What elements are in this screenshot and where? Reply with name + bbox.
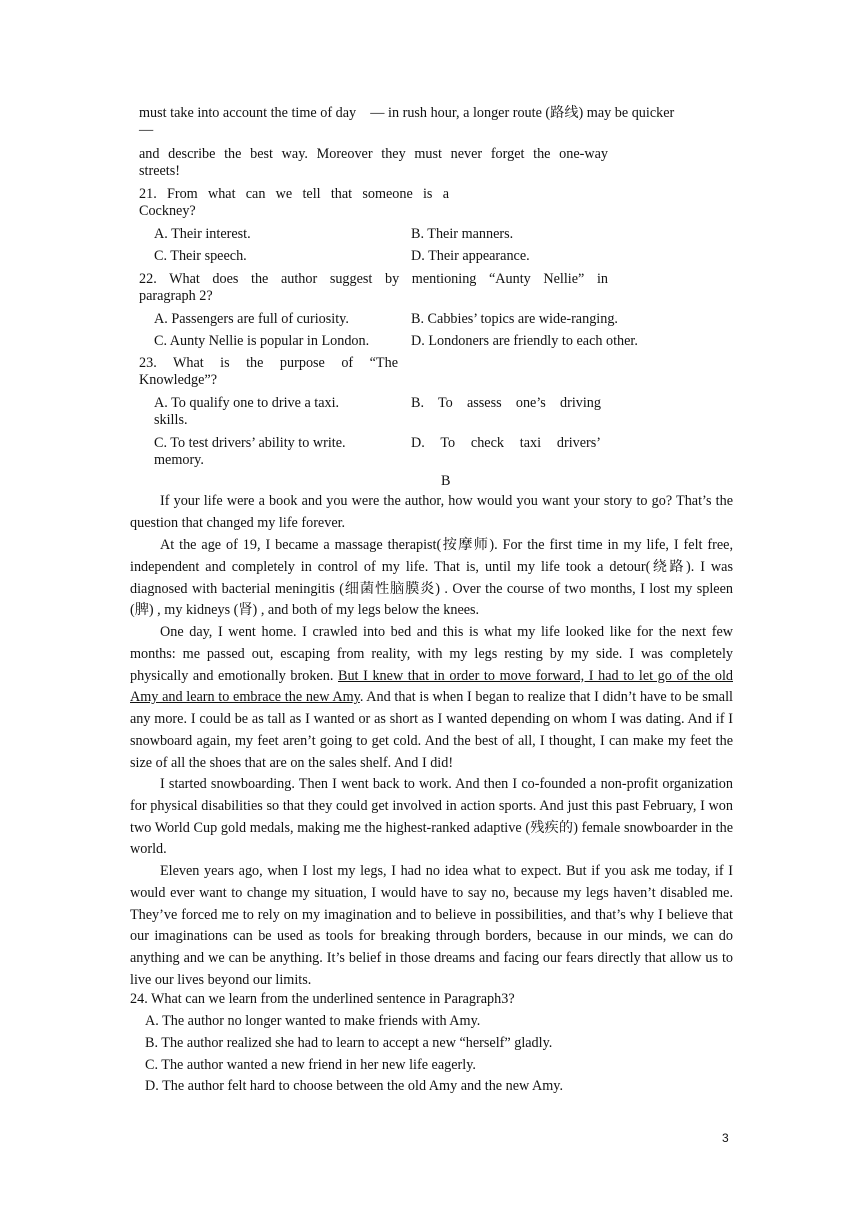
question-21-option-d: D. Their appearance. [411, 248, 530, 264]
question-23-option-d: D. To check taxi drivers’ [411, 435, 601, 451]
question-22-stem: 22. What does the author suggest by mentioning “Aunty Nellie” in [139, 271, 608, 287]
question-23-option-b-cont: skills. [154, 412, 188, 428]
question-23-option-a: A. To qualify one to drive a taxi. [154, 395, 340, 411]
question-23-option-d-cont: memory. [154, 452, 204, 468]
continuation-line-2: and describe the best way. Moreover they must never forget the one-way [139, 146, 608, 162]
passage-paragraph-5: Eleven years ago, when I lost my legs, I had no idea what to expect. But if you ask me today, if I would ever want to change my situation, I would have to say no, because my legs haven’t disabled me. They’ve forced me to rely on my imagination and to believe in possibilities, and that’s why I believe that our imaginations can be used as tools for breaking through borders, because in our minds, we can do anything and we can be anything. It’s belief in those dreams and facing our fears directly that allow us to live our lives beyond our limits. [130, 863, 733, 988]
question-21-stem-cont: Cockney? [139, 203, 196, 219]
passage-paragraph-4: I started snowboarding. Then I went back to work. And then I co-founded a non-profit organization for physical disabilities so that they could get involved in action sports. And just this past February, I won two World Cup gold medals, making me the highest-ranked adaptive (残疾的) female snowboarder in the world. [130, 776, 733, 858]
question-23-stem-cont: Knowledge”? [139, 372, 217, 388]
question-24-option-d: D. The author felt hard to choose between the old Amy and the new Amy. [145, 1078, 564, 1094]
question-23-option-c: C. To test drivers’ ability to write. [154, 435, 346, 451]
continuation-line-1: must take into account the time of day — in rush hour, a longer route (路线) may be quicker [139, 105, 675, 121]
passage-paragraph-3 [130, 622, 733, 775]
paragraph-3-text-a: One day, I went home. I crawled into bed and this is what my life looked like for the next few months: me passed out, escaping from reality, with my legs resting by my side. I was completely physically and emotionally broken. [130, 624, 733, 684]
question-22-option-b: B. Cabbies’ topics are wide-ranging. [411, 311, 618, 327]
continuation-dash: — [139, 122, 154, 138]
section-heading: B [441, 473, 451, 489]
question-21-option-c: C. Their speech. [154, 248, 247, 264]
question-23-stem: 23. What is the purpose of “The [139, 355, 398, 371]
passage-paragraph-1: If your life were a book and you were the author, how would you want your story to go? That’s the question that changed my life forever. [130, 493, 733, 531]
question-21-option-b: B. Their manners. [411, 226, 514, 242]
question-21-option-a: A. Their interest. [154, 226, 251, 242]
question-22-stem-cont: paragraph 2? [139, 288, 213, 304]
question-22-option-d: D. Londoners are friendly to each other. [411, 333, 638, 349]
continuation-line-3: streets! [139, 163, 180, 179]
question-21-stem: 21. From what can we tell that someone is a [139, 186, 449, 202]
question-22-option-a: A. Passengers are full of curiosity. [154, 311, 349, 327]
question-23-option-b: B. To assess one’s driving [411, 395, 601, 411]
question-22-option-c: C. Aunty Nellie is popular in London. [154, 333, 370, 349]
question-24-option-c: C. The author wanted a new friend in her new life eagerly. [145, 1057, 476, 1073]
question-24-option-b: B. The author realized she had to learn to accept a new “herself” gladly. [145, 1035, 553, 1051]
page-number: 3 [722, 1131, 729, 1145]
question-24-option-a: A. The author no longer wanted to make friends with Amy. [145, 1013, 481, 1029]
passage-paragraph-2: At the age of 19, I became a massage therapist(按摩师). For the first time in my life, I felt free, independent and completely in control of my life. That is, until my life took a detour(绕路). I was diagnosed with bacterial meningitis (细菌性脑膜炎) . Over the course of two months, I lost my spleen (脾) , my kidneys (肾) , and both of my legs below the knees. [130, 537, 748, 619]
paragraph-3-text-b: . And that is when I began to realize that I didn’t have to be small any more. I could be as tall as I wanted or as short as I wanted depending on whom I was dating. And if I snowboard again, my feet aren’t going to get cold. And the best of all, I thought, I can make my feet the size of all the shoes that are on the sales shelf. And I did! [130, 689, 733, 771]
underlined-sentence: But I knew that in order to move forward, I had to let go of the old Amy and learn to embrace the new Amy [130, 667, 733, 706]
question-24-stem: 24. What can we learn from the underlined sentence in Paragraph3? [130, 991, 515, 1007]
